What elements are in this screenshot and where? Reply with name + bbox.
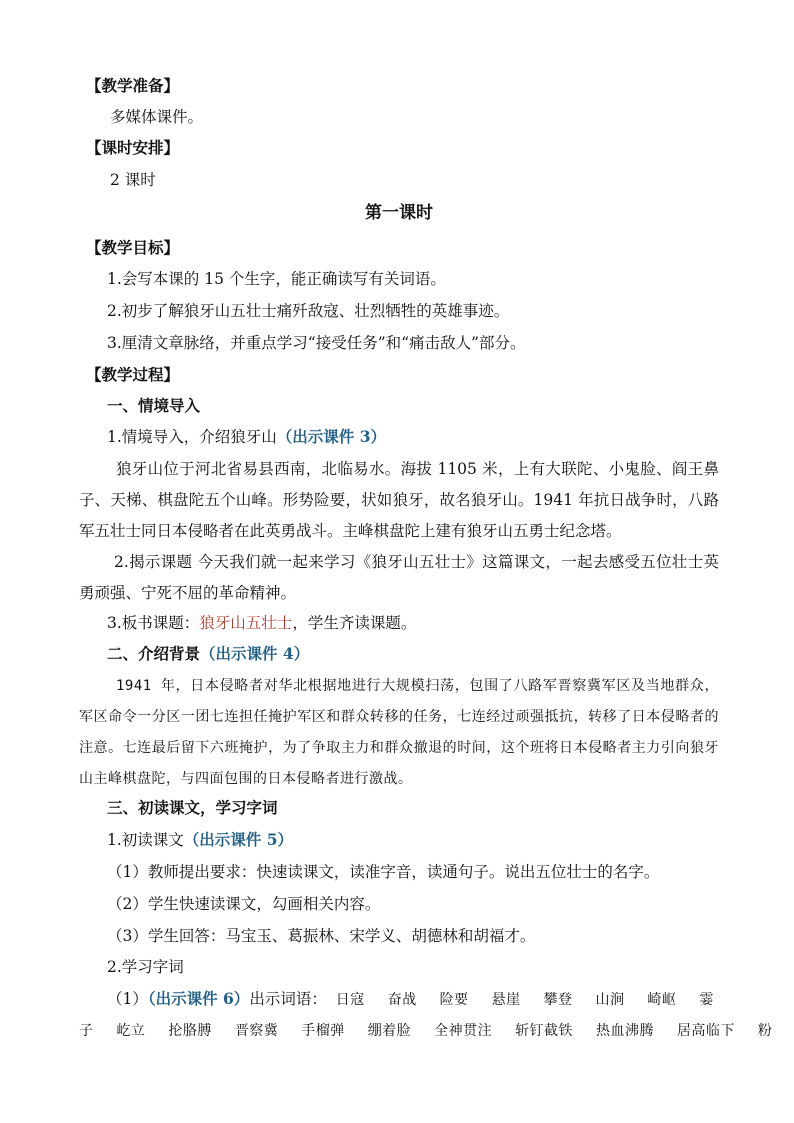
goals-heading: 【教学目标】	[86, 238, 180, 257]
vocab-word: 悬崖	[491, 992, 521, 1008]
vocab-word: 居高临下	[676, 1023, 735, 1039]
vocab-word: 粉	[757, 1023, 773, 1039]
vocab-word: 热血沸腾	[596, 1023, 654, 1039]
vocab-word: 山涧	[595, 992, 625, 1008]
vocab-word: 霎	[699, 992, 714, 1008]
vocab-word: 奋战	[387, 992, 417, 1008]
goal-item-2: 2.初步了解狼牙山五壮士痛歼敌寇、壮烈牺牲的英雄事迹。	[107, 302, 510, 320]
vocab-label: 出示词语：	[249, 990, 327, 1008]
vocab-word: 绷着脸	[367, 1023, 412, 1039]
vocab-word: 崎岖	[647, 992, 677, 1008]
vocab-line-1	[107, 989, 747, 1010]
part3-item1-ref: （出示课件 5）	[183, 830, 293, 849]
part3-heading: 三、初读课文，学习字词	[107, 798, 278, 817]
vocab-word: 攀登	[543, 992, 573, 1008]
part2-heading-line	[107, 644, 747, 664]
prep-heading: 【教学准备】	[86, 76, 180, 95]
vocab-word: 子	[79, 1023, 94, 1039]
part3-step-3: （3）学生回答：马宝玉、葛振林、宋学义、胡德林和胡福才。	[107, 927, 536, 945]
vocab-prefix: （1）	[107, 990, 148, 1008]
part3-item2: 2.学习字词	[107, 958, 184, 976]
vocab-word: 抡胳膊	[168, 1023, 212, 1039]
part1-item1	[107, 427, 747, 447]
part2-ref: （出示课件 4）	[200, 644, 310, 663]
vocab-word: 险要	[439, 992, 469, 1008]
vocab-word: 晋察冀	[234, 1023, 279, 1039]
part1-item1-text: 1.情境导入，介绍狼牙山	[107, 428, 277, 446]
vocab-line-2	[79, 1021, 773, 1041]
part1-item1-ref: （出示课件 3）	[276, 427, 386, 446]
schedule-text: 2 课时	[110, 171, 156, 189]
process-heading: 【教学过程】	[86, 365, 180, 384]
vocab-word: 斩钉截铁	[515, 1023, 574, 1039]
part1-heading: 一、情境导入	[107, 396, 201, 415]
part1-item3-suffix: ，学生齐读课题。	[292, 614, 417, 632]
vocab-word: 日寇	[335, 992, 365, 1008]
part3-step-1: （1）教师提出要求：快速读课文，读准字音，读通句子。说出五位壮士的名字。	[107, 863, 660, 881]
vocab-words-1	[327, 992, 728, 1008]
goal-item-1: 1.会写本课的 15 个生字，能正确读写有关词语。	[107, 270, 446, 288]
part3-step-2: （2）学生快速读课文，勾画相关内容。	[107, 895, 381, 913]
vocab-word: 手榴弹	[301, 1023, 345, 1039]
vocab-word: 屹立	[116, 1023, 146, 1039]
schedule-heading: 【课时安排】	[86, 138, 180, 157]
goal-item-3: 3.厘清文章脉络，并重点学习“接受任务”和“痛击敌人”部分。	[107, 334, 526, 352]
vocab-ref: （出示课件 6）	[147, 989, 250, 1008]
part3-item1	[107, 830, 747, 850]
part3-item1-text: 1.初读课文	[107, 831, 184, 849]
part2-heading: 二、介绍背景	[107, 644, 201, 663]
lesson-board-title: 狼牙山五壮士	[199, 614, 293, 632]
part1-item3	[107, 613, 747, 633]
part1-paragraph: 狼牙山位于河北省易县西南，北临易水。海拔 1105 米，上有大联陀、小鬼脸、阎王鼻子、天梯、棋盘陀五个山峰。形势险要，状如狼牙，故名狼牙山。1941 年抗日战争时，八路军五壮士同日本侵略者在此英勇战斗。主峰棋盘陀上建有狼牙山五勇士纪念塔。	[79, 460, 719, 540]
part2-paragraph: 1941 年，日本侵略者对华北根据地进行大规模扫荡，包围了八路军晋察冀军区及当地群众，军区命令一分区一团七连担任掩护军区和群众转移的任务，七连经过顽强抵抗，转移了日本侵略者的注意。七连最后留下六班掩护，为了争取主力和群众撤退的时间，这个班将日本侵略者主力引向狼牙山主峰棋盘陀，与四面包围的日本侵略者进行激战。	[79, 678, 719, 787]
part1-item2: 2.揭示课题 今天我们就一起来学习《狼牙山五壮士》这篇课文，一起去感受五位壮士英勇顽强、宁死不屈的革命精神。	[79, 553, 719, 602]
lesson-title: 第一课时	[365, 203, 433, 223]
prep-text: 多媒体课件。	[110, 108, 204, 126]
vocab-word: 全神贯注	[434, 1023, 493, 1039]
part1-item3-text: 3.板书课题：	[107, 614, 200, 632]
